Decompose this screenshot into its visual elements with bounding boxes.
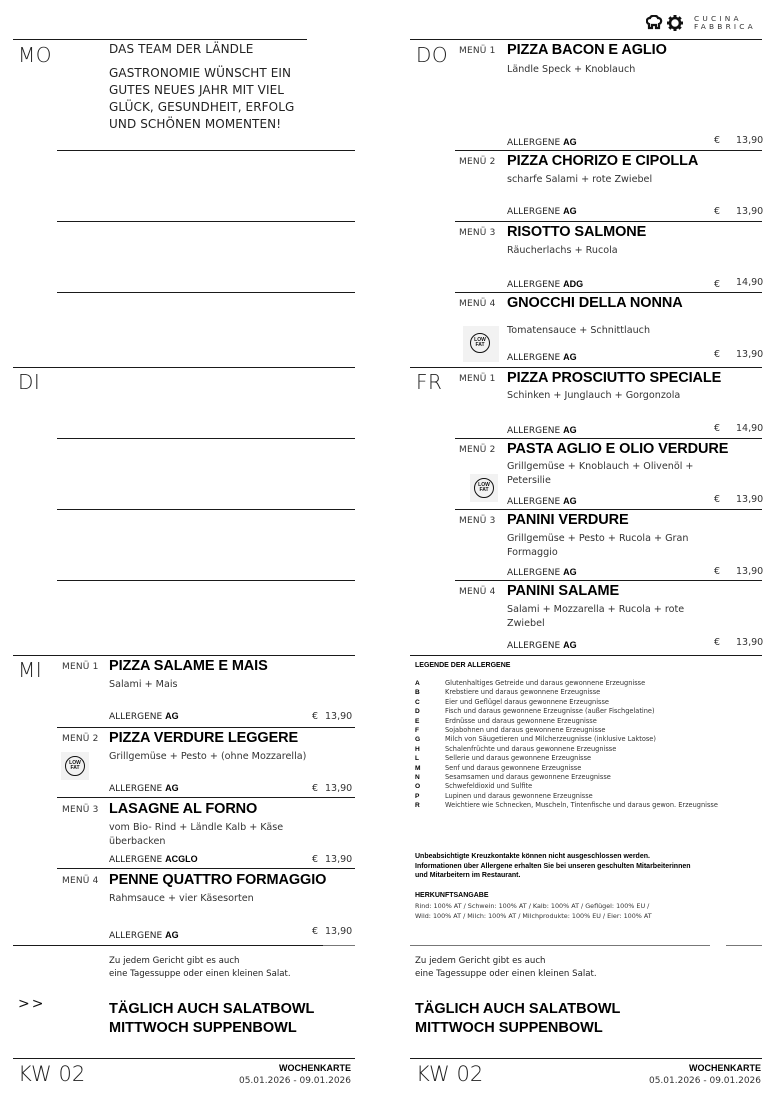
menu-number: MENÜ 1 <box>459 374 496 384</box>
menu-number: MENÜ 4 <box>459 587 496 597</box>
allergen-codes: AG <box>165 711 179 721</box>
legend-text: Fisch und daraus gewonnene Erzeugnisse (außer Fischgelatine) <box>445 707 655 716</box>
bowl-line: TÄGLICH AUCH SALATBOWL <box>109 1001 315 1017</box>
legend-key: A <box>415 680 420 687</box>
divider <box>57 438 355 439</box>
allergen-label: ALLERGENE <box>507 497 561 507</box>
brand-line2: FABBRICA <box>694 22 756 31</box>
dish-description: Salami + Mozzarella + Rucola + rote Zwiebel <box>507 604 685 629</box>
allergen-info <box>109 783 179 794</box>
allergen-info <box>507 352 577 363</box>
allergen-info <box>507 279 583 290</box>
divider <box>455 509 762 510</box>
note-line: eine Tagessuppe oder einen kleinen Salat. <box>109 969 291 979</box>
price: 13,90 <box>736 637 764 648</box>
allergen-codes: AG <box>563 137 577 147</box>
legend-row <box>415 782 532 791</box>
legend-key: L <box>415 755 420 763</box>
dish-description: vom Bio- Rind + Ländle Kalb + Käse überbacken <box>109 822 284 847</box>
menu-number: MENÜ 4 <box>459 299 496 309</box>
price: 13,90 <box>736 135 764 146</box>
allergen-codes: AG <box>563 352 577 362</box>
allergen-info <box>109 854 198 865</box>
price: 13,90 <box>736 206 764 217</box>
divider <box>57 727 355 728</box>
legend-key: R <box>415 802 420 810</box>
divider <box>13 367 355 368</box>
menu-number: MENÜ 1 <box>459 46 496 56</box>
low-fat-text: LOW <box>478 481 490 488</box>
allergen-info <box>109 711 179 722</box>
dish-description: Grillgemüse + Knoblauch + Olivenöl + Petersilie <box>507 461 694 486</box>
dish-name: RISOTTO SALMONE <box>507 224 647 240</box>
legend-row <box>415 698 609 707</box>
currency: € <box>714 566 721 577</box>
allergen-codes: AG <box>563 640 577 650</box>
low-fat-badge <box>463 326 499 362</box>
legend-key: O <box>415 783 421 791</box>
currency: € <box>714 135 721 146</box>
allergen-label: ALLERGENE <box>507 280 561 290</box>
allergen-codes: AG <box>165 930 179 940</box>
calendar-week: KW 02 <box>18 1062 86 1086</box>
day-label-mo: MO <box>18 43 52 67</box>
dish-description: Räucherlachs + Rucola <box>507 245 618 256</box>
allergen-info <box>507 496 577 507</box>
allergen-label: ALLERGENE <box>507 568 561 578</box>
divider <box>410 1058 762 1059</box>
arrow-marker: >> <box>18 996 46 1012</box>
day-label-mi: MI <box>18 658 43 682</box>
origin-line: Wild: 100% AT / Milch: 100% AT / Milchprodukte: 100% EU / Eier: 100% AT <box>415 912 652 920</box>
greeting-body <box>109 65 294 133</box>
divider <box>410 655 762 656</box>
legend-key: E <box>415 717 420 725</box>
allergen-label: ALLERGENE <box>109 931 163 941</box>
low-fat-text: LOW <box>69 759 81 766</box>
menu-number: MENÜ 2 <box>62 734 99 744</box>
divider <box>726 945 762 946</box>
allergen-info <box>507 206 577 217</box>
menu-number: MENÜ 1 <box>62 662 99 672</box>
low-fat-text: FAT <box>475 342 485 348</box>
price: 13,90 <box>325 711 353 722</box>
side-dish-note <box>109 955 291 981</box>
bowl-announcement <box>415 1000 620 1038</box>
dish-name: PIZZA BACON E AGLIO <box>507 42 667 58</box>
dish-name: PIZZA SALAME E MAIS <box>109 658 268 674</box>
divider <box>13 39 307 40</box>
dish-name: PASTA AGLIO E OLIO VERDURE <box>507 441 729 457</box>
price: 13,90 <box>736 494 764 505</box>
allergen-codes: AG <box>563 425 577 435</box>
legend-text: Eier und Geflügel daraus gewonnene Erzeugnisse <box>445 697 609 706</box>
calendar-week: KW 02 <box>416 1062 484 1086</box>
price: 13,90 <box>325 783 353 794</box>
currency: € <box>312 854 319 865</box>
legend-key: D <box>415 708 420 716</box>
brand-wordmark <box>694 15 756 31</box>
divider <box>410 945 710 946</box>
menu-number: MENÜ 3 <box>459 228 496 238</box>
legend-key: G <box>415 736 421 744</box>
legend-text: Weichtiere wie Schnecken, Muscheln, Tintenfische und daraus gewon. Erzeugnisse <box>445 801 718 810</box>
greeting-line: GLÜCK, GESUNDHEIT, ERFOLG <box>109 100 295 114</box>
dish-description: Grillgemüse + Pesto + (ohne Mozzarella) <box>109 751 307 762</box>
legend-text: Glutenhaltiges Getreide und daraus gewonnene Erzeugnisse <box>445 679 646 687</box>
legend-key: N <box>415 774 420 781</box>
currency: € <box>312 926 319 937</box>
divider <box>57 797 355 798</box>
divider <box>410 39 762 40</box>
brand-logo <box>646 15 756 31</box>
allergen-label: ALLERGENE <box>507 641 561 651</box>
dish-description: scharfe Salami + rote Zwiebel <box>507 174 653 185</box>
note-line: eine Tagessuppe oder einen kleinen Salat. <box>415 969 597 979</box>
date-range: 05.01.2026 - 09.01.2026 <box>238 1076 351 1086</box>
divider <box>455 292 762 293</box>
divider <box>410 367 762 368</box>
notice-line: Unbeabsichtigte Kreuzkontakte können nicht ausgeschlossen werden. <box>415 853 650 860</box>
allergen-info <box>507 137 577 148</box>
price: 13,90 <box>736 349 764 360</box>
divider <box>13 1058 355 1059</box>
price: 13,90 <box>325 926 353 937</box>
legend-key: M <box>415 764 421 772</box>
legend-text: Lupinen und daraus gewonnene Erzeugnisse <box>445 791 593 800</box>
dish-description: Salami + Mais <box>109 679 178 690</box>
menu-title: WOCHENKARTE <box>689 1063 761 1073</box>
legend-row <box>415 801 718 810</box>
allergen-label: ALLERGENE <box>109 784 163 794</box>
menu-title: WOCHENKARTE <box>279 1063 351 1073</box>
legend-row <box>415 773 611 782</box>
allergen-legend-title: LEGENDE DER ALLERGENE <box>415 662 511 669</box>
legend-text: Sesamsamen und daraus gewonnene Erzeugnisse <box>445 773 611 781</box>
allergen-label: ALLERGENE <box>507 207 561 217</box>
greeting-line: GUTES NEUES JAHR MIT VIEL <box>109 83 285 97</box>
allergen-label: ALLERGENE <box>109 712 163 722</box>
divider <box>455 150 762 151</box>
divider <box>455 221 762 222</box>
allergen-info <box>507 640 577 651</box>
price: 13,90 <box>736 566 764 577</box>
menu-number: MENÜ 3 <box>62 805 99 815</box>
currency: € <box>714 494 721 505</box>
low-fat-text: FAT <box>479 487 489 493</box>
low-fat-text: FAT <box>70 765 80 771</box>
dish-description: Grillgemüse + Pesto + Rucola + Gran Formaggio <box>507 533 689 558</box>
divider <box>57 292 355 293</box>
origin-info <box>415 901 652 921</box>
legend-key: B <box>415 689 420 697</box>
allergen-codes: AG <box>563 206 577 216</box>
allergen-info <box>507 567 577 578</box>
dish-name: PANINI SALAME <box>507 583 620 599</box>
origin-title: HERKUNFTSANGABE <box>415 892 489 899</box>
dish-description: Rahmsauce + vier Käsesorten <box>109 893 254 904</box>
dish-description: Tomatensauce + Schnittlauch <box>507 325 651 336</box>
legend-row <box>415 792 593 801</box>
dish-description: Ländle Speck + Knoblauch <box>507 64 636 75</box>
greeting-heading: DAS TEAM DER LÄNDLE <box>109 42 254 56</box>
price: 14,90 <box>736 423 764 434</box>
bowl-announcement <box>109 1000 314 1038</box>
legend-row <box>415 688 600 697</box>
legend-row <box>415 735 656 744</box>
legend-text: Erdnüsse und daraus gewonnene Erzeugnisse <box>445 716 597 725</box>
legend-row <box>415 764 581 773</box>
bowl-line: TÄGLICH AUCH SALATBOWL <box>415 1001 621 1017</box>
allergen-codes: ACGLO <box>165 854 198 864</box>
legend-row <box>415 726 605 735</box>
notice-line: Informationen über Allergene erhalten Sie bei unseren geschulten Mitarbeiterinnen <box>415 862 691 870</box>
bowl-line: MITTWOCH SUPPENBOWL <box>109 1020 297 1036</box>
allergen-info <box>109 930 179 941</box>
low-fat-badge <box>61 752 89 780</box>
currency: € <box>312 711 319 722</box>
legend-text: Schwefeldioxid und Sulfite <box>445 782 533 791</box>
legend-text: Sojabohnen und daraus gewonnene Erzeugnisse <box>445 726 606 734</box>
allergen-info <box>507 425 577 436</box>
divider <box>57 221 355 222</box>
currency: € <box>312 783 319 794</box>
allergen-codes: AG <box>165 783 179 793</box>
legend-text: Sellerie und daraus gewonnene Erzeugnisse <box>445 754 592 763</box>
bowl-line: MITTWOCH SUPPENBOWL <box>415 1020 603 1036</box>
currency: € <box>714 637 721 648</box>
legend-row <box>415 745 616 754</box>
dish-name: PANINI VERDURE <box>507 512 629 528</box>
divider <box>13 945 323 946</box>
menu-number: MENÜ 2 <box>459 157 496 167</box>
legend-key: F <box>415 727 420 734</box>
menu-number: MENÜ 2 <box>459 445 496 455</box>
dish-name: PIZZA VERDURE LEGGERE <box>109 730 299 746</box>
low-fat-badge <box>470 474 498 502</box>
allergen-codes: AG <box>563 567 577 577</box>
legend-text: Milch von Säugetieren und Milcherzeugnisse (inklusive Laktose) <box>445 735 656 744</box>
note-line: Zu jedem Gericht gibt es auch <box>415 956 546 966</box>
legend-row <box>415 707 655 716</box>
legend-key: P <box>415 792 420 800</box>
dish-name: PIZZA PROSCIUTTO SPECIALE <box>507 370 722 386</box>
dish-name: PIZZA CHORIZO E CIPOLLA <box>507 153 699 169</box>
day-label-fr: FR <box>416 370 443 394</box>
currency: € <box>714 349 721 360</box>
legend-row <box>415 754 591 763</box>
allergen-codes: ADG <box>563 279 584 289</box>
allergen-label: ALLERGENE <box>507 353 561 363</box>
legend-row <box>415 717 597 726</box>
dish-name: GNOCCHI DELLA NONNA <box>507 295 683 311</box>
divider <box>57 580 355 581</box>
legend-key: C <box>415 698 420 706</box>
low-fat-text: LOW <box>474 336 486 343</box>
currency: € <box>714 423 721 434</box>
legend-text: Krebstiere und daraus gewonnene Erzeugnisse <box>445 688 601 697</box>
allergen-notice <box>415 852 691 881</box>
side-dish-note <box>415 955 597 981</box>
divider <box>57 509 355 510</box>
allergen-label: ALLERGENE <box>109 855 163 865</box>
day-label-di: DI <box>18 370 41 394</box>
legend-row <box>415 679 645 688</box>
legend-text: Senf und daraus gewonnene Erzeugnisse <box>445 763 582 772</box>
day-label-do: DO <box>416 43 449 67</box>
allergen-codes: AG <box>563 496 577 506</box>
low-fat-icon <box>65 756 85 776</box>
divider <box>57 868 355 869</box>
divider <box>57 150 355 151</box>
greeting-line: GASTRONOMIE WÜNSCHT EIN <box>109 66 292 80</box>
price: 13,90 <box>325 854 353 865</box>
note-line: Zu jedem Gericht gibt es auch <box>109 956 240 966</box>
divider <box>455 438 762 439</box>
divider <box>323 945 355 946</box>
divider <box>455 580 762 581</box>
dish-description: Schinken + Junglauch + Gorgonzola <box>507 390 681 401</box>
dish-name: LASAGNE AL FORNO <box>109 801 258 817</box>
chef-hat-gear-logo-icon <box>646 15 686 31</box>
allergen-label: ALLERGENE <box>507 138 561 148</box>
low-fat-icon <box>474 478 494 498</box>
greeting-line: UND SCHÖNEN MOMENTEN! <box>109 117 282 131</box>
origin-line: Rind: 100% AT / Schwein: 100% AT / Kalb: 100% AT / Geflügel: 100% EU / <box>415 902 650 910</box>
notice-line: und Mitarbeitern im Restaurant. <box>415 872 521 879</box>
currency: € <box>714 206 721 217</box>
brand-line1: CUCINA <box>694 14 742 23</box>
date-range: 05.01.2026 - 09.01.2026 <box>648 1076 761 1086</box>
menu-number: MENÜ 4 <box>62 876 99 886</box>
legend-text: Schalenfrüchte und daraus gewonnene Erzeugnisse <box>445 744 617 753</box>
menu-number: MENÜ 3 <box>459 516 496 526</box>
low-fat-icon <box>470 333 490 353</box>
price: 14,90 <box>736 277 764 288</box>
divider <box>13 655 355 656</box>
legend-key: H <box>415 745 420 753</box>
currency: € <box>714 279 721 290</box>
allergen-label: ALLERGENE <box>507 426 561 436</box>
dish-name: PENNE QUATTRO FORMAGGIO <box>109 872 327 888</box>
